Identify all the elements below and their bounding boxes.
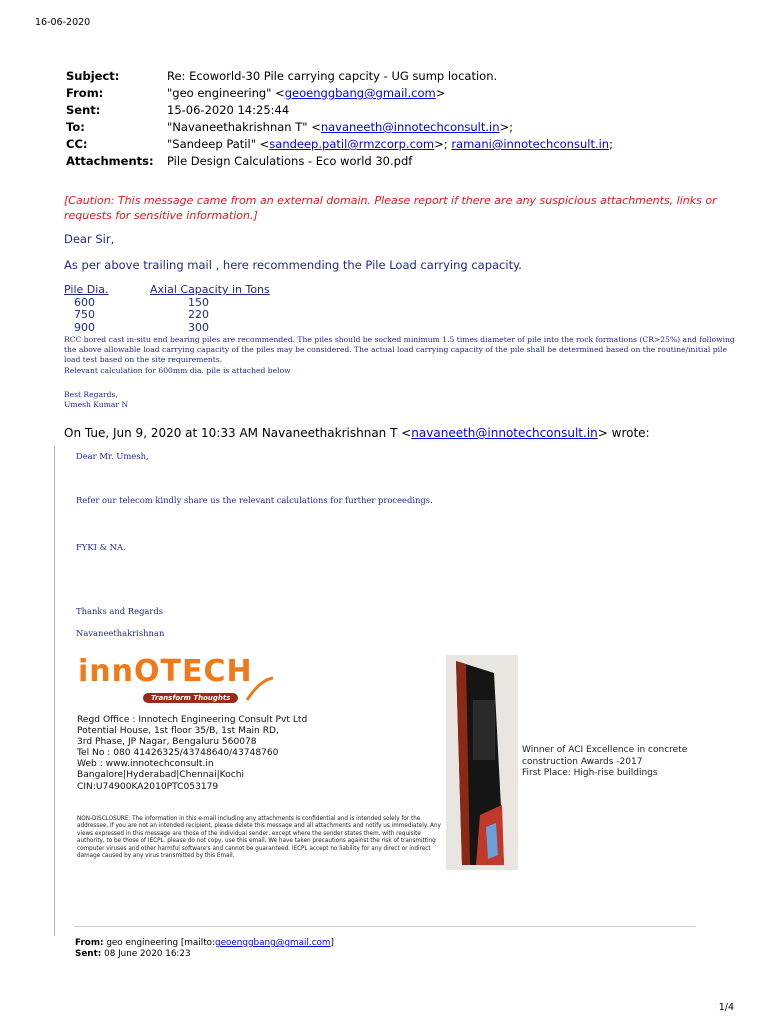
- pdf-print-date: 16-06-2020: [35, 17, 91, 28]
- capacity-cell: 150: [188, 295, 209, 309]
- to-email-link[interactable]: navaneeth@innotechconsult.in: [320, 120, 500, 134]
- axial-capacity-header: Axial Capacity in Tons: [150, 283, 270, 296]
- cc-close: ;: [609, 137, 613, 151]
- attachments-label: Attachments:: [66, 154, 154, 168]
- to-row: [66, 119, 746, 136]
- address-line: Regd Office : Innotech Engineering Consult Pvt Ltd: [77, 715, 308, 725]
- capacity-cell: 220: [188, 308, 209, 321]
- external-domain-caution: [Caution: This message came from an external domain. Please report if there are any suspicious attachments, links or requests for sensitive information.]: [64, 194, 717, 222]
- prior-sent-label: Sent:: [75, 949, 102, 959]
- signer-name: Umesh Kumar N: [64, 400, 129, 410]
- award-caption: [522, 745, 687, 780]
- cc-label: CC:: [66, 137, 88, 151]
- cc-row: [66, 136, 746, 153]
- prior-from-label: From:: [75, 938, 104, 948]
- address-line: Potential House, 1st floor 35/B, 1st Main RD,: [77, 726, 279, 737]
- rcc-text: RCC bored cast in-situ end bearing piles are recommended. The piles should be socked minimum 1.5 times diameter of pile into the rock formations (CR>25%) and following the above allowable load carrying capacity of the piles may be considered. The actual load carrying capacity of the pile shall be determined based on the routine/initial pile load test based on the site requirements.: [64, 335, 735, 365]
- from-name: "geo engineering" <: [167, 86, 285, 100]
- from-email-link[interactable]: geoenggbang@gmail.com: [284, 86, 436, 100]
- cc-email-link-1[interactable]: sandeep.patil@rmzcorp.com: [269, 137, 435, 151]
- address-line: Bangalore|Hyderabad|Chennai|Kochi: [77, 770, 245, 781]
- quoted-greeting: Dear Mr. Umesh,: [76, 451, 149, 461]
- capacity-cell: 300: [188, 320, 209, 334]
- subject-label: Subject:: [66, 69, 120, 83]
- innotech-logo: innOTECH: [78, 654, 253, 689]
- recommendation-paragraph: As per above trailing mail , here recommending the Pile Load carrying capacity.: [64, 258, 522, 272]
- from-close: >: [435, 86, 446, 100]
- company-address: [77, 715, 307, 793]
- cc-name: "Sandeep Patil" <: [167, 137, 270, 151]
- email-header: [66, 68, 746, 170]
- attribution-email-link[interactable]: navaneeth@innotechconsult.in: [411, 426, 598, 440]
- quoted-thanks: Thanks and Regards: [76, 606, 164, 616]
- pile-table-header: [64, 284, 290, 297]
- non-disclosure-notice: NON-DISCLOSURE: The information in this e-mail including any attachments is confidential and is intended solely for the addressee. If you are not an intended recipient, please delete this message and all attachments and notify us immediately. Any views expressed in this message are those of the individual sender, except where the sender states them, with requisite authority, to be those of IECPL. please do not copy, use this email. We have taken precautions against the risk of transmitting computer viruses and other harmful software's and cannot be guaranteed. IECPL accept no liability for any direct or indirect damage caused by any virus transmitted by this Email.: [77, 816, 441, 860]
- attachments-row: [66, 153, 746, 170]
- award-line: construction Awards -2017: [522, 756, 643, 767]
- prior-from-email-link[interactable]: geoenggbang@gmail.com: [215, 938, 331, 948]
- to-name: "Navaneethakrishnan T" <: [167, 120, 321, 134]
- prior-from-close: ]: [330, 938, 334, 948]
- award-line: First Place: High-rise buildings: [522, 768, 658, 778]
- subject-row: [66, 68, 746, 85]
- from-row: [66, 85, 746, 102]
- prior-from-row: [75, 938, 334, 949]
- sent-label: Sent:: [66, 103, 101, 117]
- greeting: Dear Sir,: [64, 232, 115, 246]
- logo-swoosh-icon: [245, 676, 275, 706]
- table-row: [64, 309, 290, 322]
- attribution-suffix: > wrote:: [597, 426, 650, 440]
- address-line: Tel No : 080 41426325/43748640/43748760: [77, 748, 279, 759]
- pile-dia-cell: 600: [74, 295, 95, 309]
- pile-dia-cell: 900: [74, 320, 95, 334]
- quoted-message-bar: [54, 446, 697, 936]
- to-close: >;: [499, 120, 514, 134]
- cc-value: [167, 136, 613, 153]
- award-trophy-image: [446, 655, 518, 870]
- page-number: 1/4: [718, 1002, 734, 1013]
- message-divider: [74, 926, 696, 927]
- quoted-sender-name: Navaneethakrishnan: [76, 628, 165, 638]
- to-label: To:: [66, 120, 85, 134]
- prior-sent-value: 08 June 2020 16:23: [104, 949, 191, 959]
- address-line: 3rd Phase, JP Nagar, Bengaluru 560078: [77, 737, 257, 748]
- relevant-calc-note: Relevant calculation for 600mm dia. pile is attached below: [64, 365, 291, 375]
- quoted-request: Refer our telecom kindly share us the relevant calculations for further proceedings.: [76, 495, 433, 505]
- attachment-file[interactable]: Pile Design Calculations - Eco world 30.pdf: [167, 154, 413, 168]
- table-row: [64, 297, 290, 310]
- sent-value: 15-06-2020 14:25:44: [167, 103, 290, 117]
- pile-dia-cell: 750: [74, 308, 95, 321]
- prior-message-header: [75, 938, 334, 960]
- address-line: CIN:U74900KA2010PTC053179: [77, 781, 219, 792]
- prior-from-name: geo engineering [mailto:: [106, 938, 215, 948]
- to-value: [167, 119, 513, 136]
- logo-tagline: Transform Thoughts: [143, 693, 238, 703]
- quoted-fyki: FYKI & NA.: [76, 542, 126, 552]
- subject-value: Re: Ecoworld-30 Pile carrying capcity - UG sump location.: [167, 69, 498, 83]
- pile-capacity-table: [64, 284, 290, 334]
- table-row: [64, 322, 290, 335]
- attribution-prefix: On Tue, Jun 9, 2020 at 10:33 AM Navaneethakrishnan T <: [64, 426, 412, 440]
- cc-email-link-2[interactable]: ramani@innotechconsult.in: [451, 137, 610, 151]
- rcc-pile-notes: [64, 335, 740, 376]
- from-value: [167, 85, 445, 102]
- best-regards: Best Regards,: [64, 390, 118, 399]
- cc-separator: >;: [434, 137, 452, 151]
- from-label: From:: [66, 86, 104, 100]
- pile-dia-header: Pile Dia.: [64, 283, 109, 296]
- award-line: Winner of ACI Excellence in concrete: [522, 745, 688, 755]
- sent-row: [66, 102, 746, 119]
- address-line: Web : www.innotechconsult.in: [77, 759, 214, 770]
- prior-sent-row: [75, 949, 334, 960]
- quoted-attribution: [64, 426, 650, 440]
- signoff: [64, 390, 128, 410]
